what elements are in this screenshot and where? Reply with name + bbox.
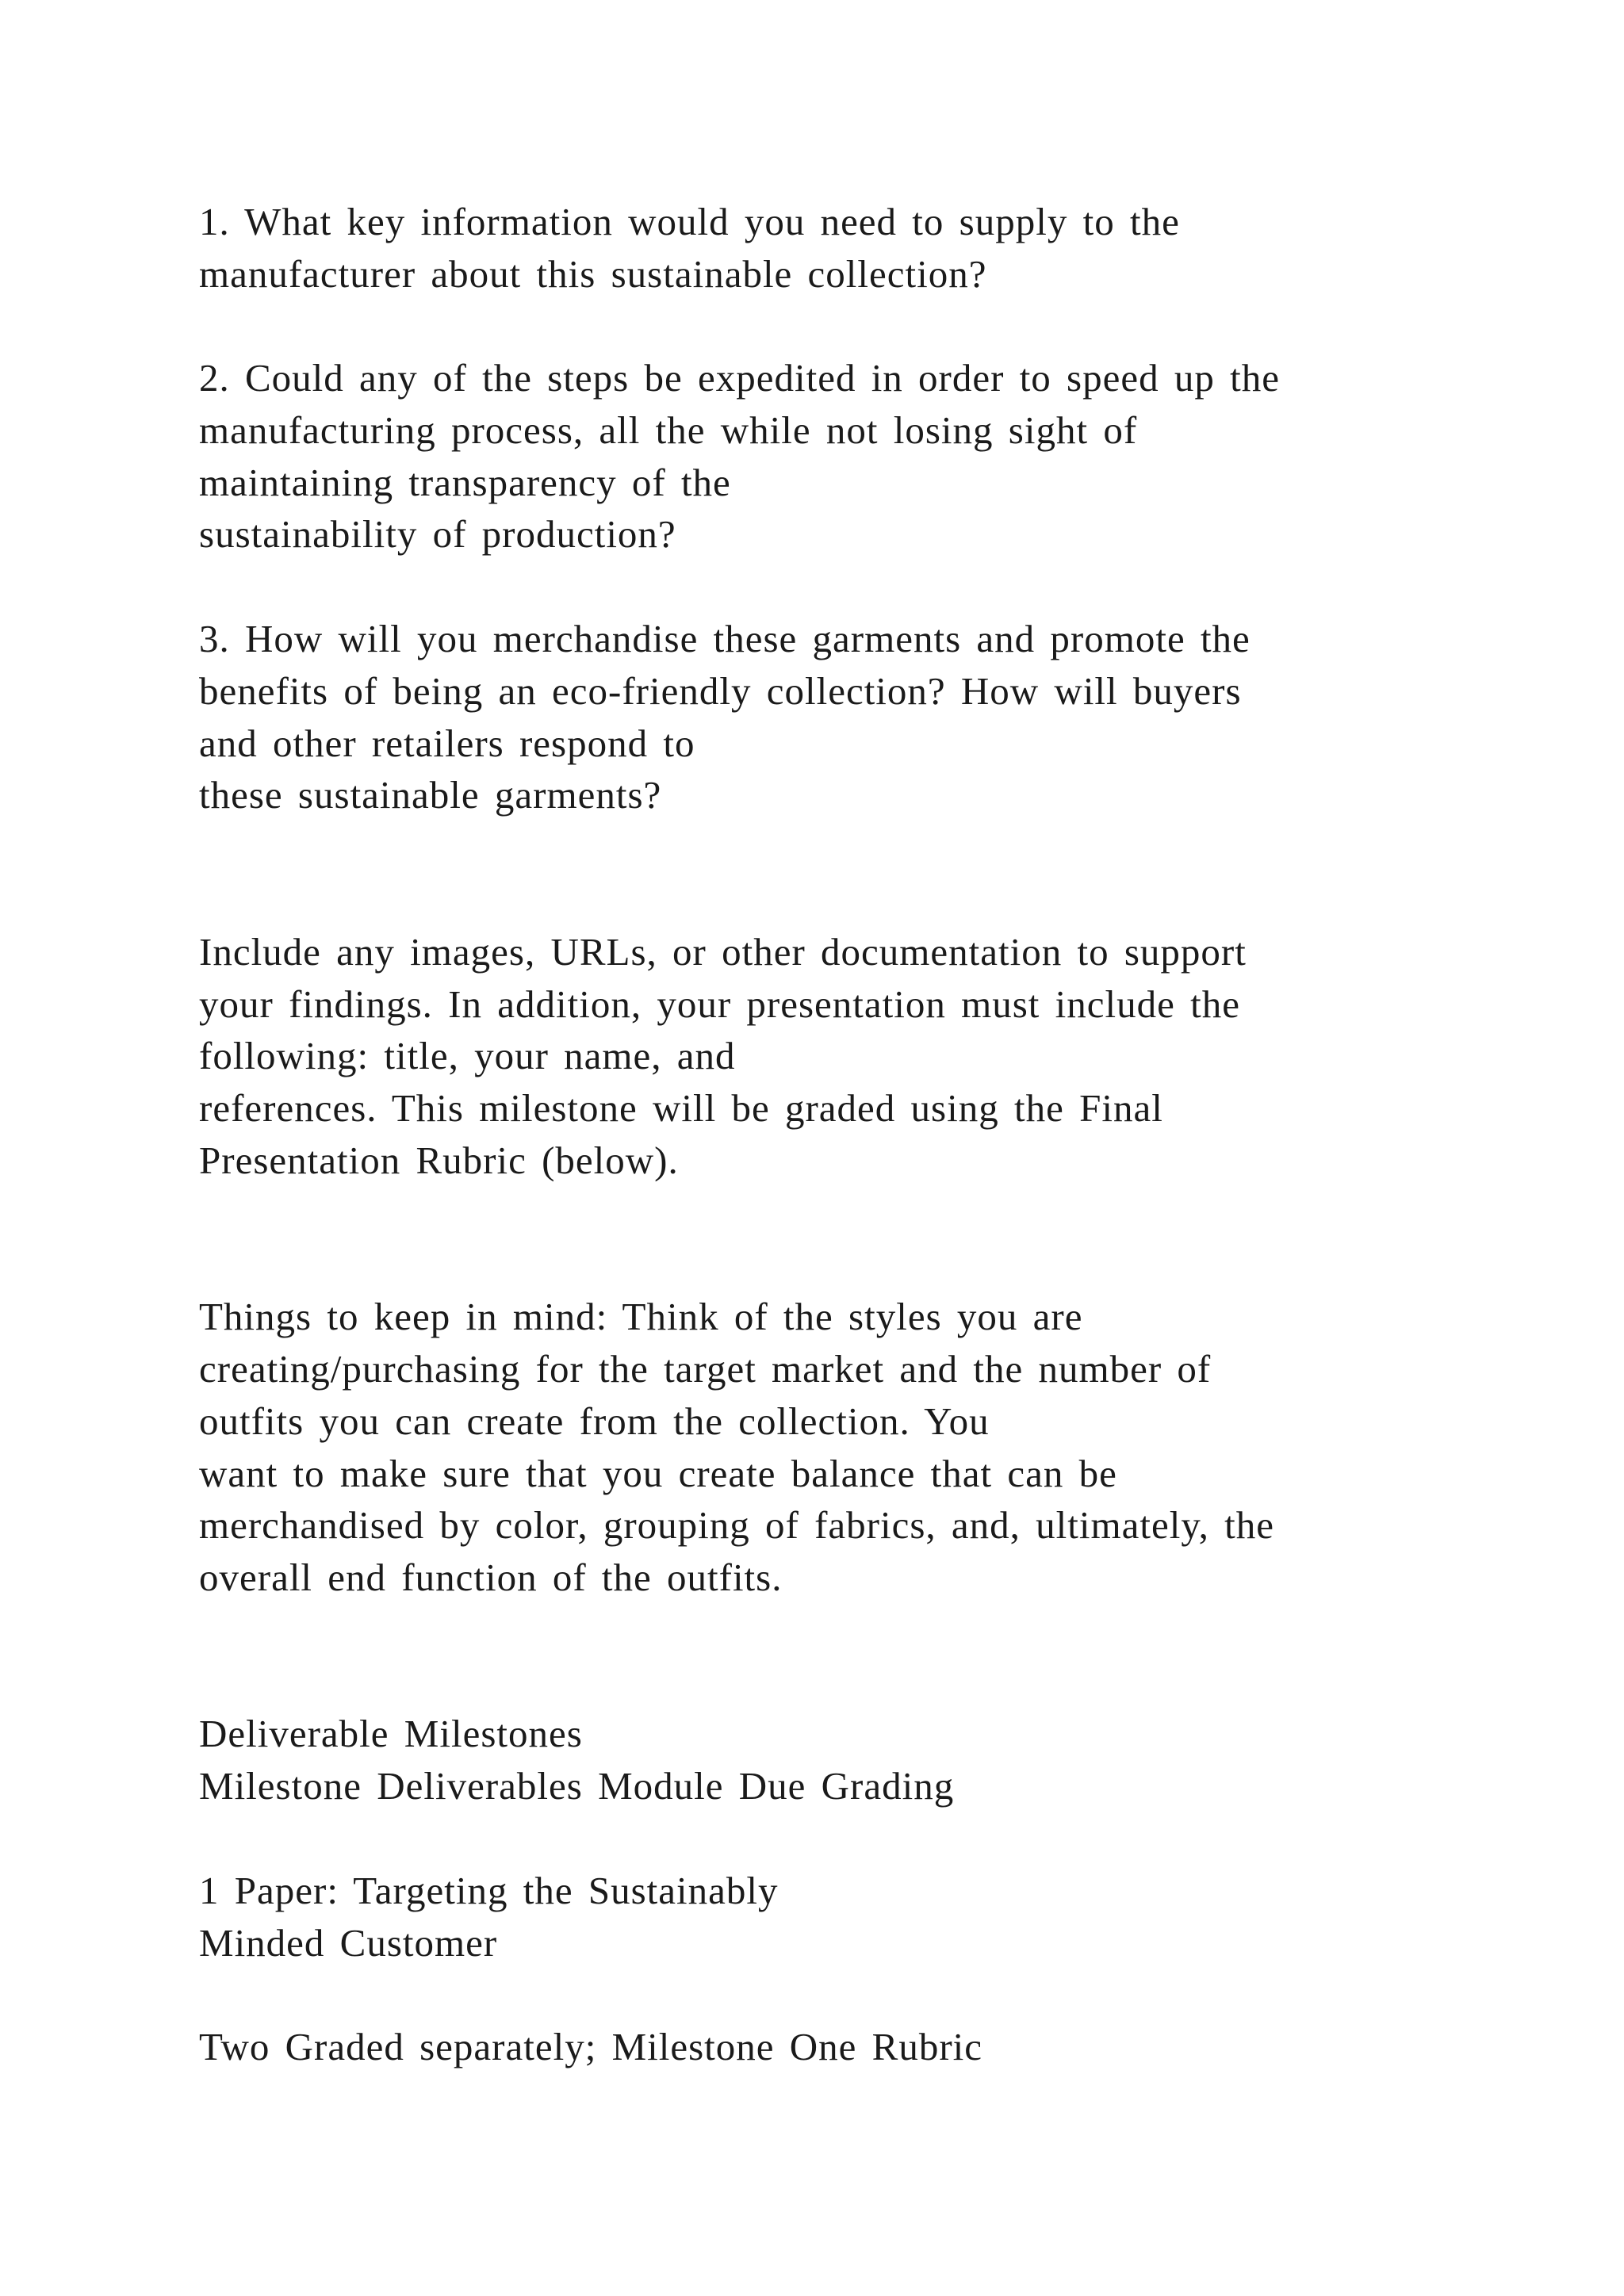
question-1-line-1: 1. What key information would you need to supply to the — [199, 200, 1180, 243]
question-3-line-4: these sustainable garments? — [199, 773, 662, 817]
milestone-row-1-line-1: 1 Paper: Targeting the Sustainably — [199, 1869, 779, 1912]
milestone-row-1-line-2: Minded Customer — [199, 1921, 498, 1965]
instructions-line-4: references. This milestone will be graded using the Final — [199, 1086, 1163, 1130]
instructions-line-1: Include any images, URLs, or other documentation to support — [199, 930, 1247, 974]
question-2-line-1: 2. Could any of the steps be expedited in order to speed up the — [199, 356, 1280, 400]
instructions-line-3: following: title, your name, and — [199, 1034, 736, 1077]
question-3-line-2: benefits of being an eco-friendly collection? How will buyers — [199, 669, 1242, 713]
instructions-line-5: Presentation Rubric (below). — [199, 1138, 679, 1182]
reminder-line-5: merchandised by color, grouping of fabrics, and, ultimately, the — [199, 1503, 1274, 1547]
instructions-line-2: your findings. In addition, your presentation must include the — [199, 982, 1241, 1026]
question-3-line-3: and other retailers respond to — [199, 721, 695, 765]
question-1-line-2: manufacturer about this sustainable collection? — [199, 252, 987, 296]
milestones-heading: Deliverable Milestones — [199, 1712, 583, 1755]
question-2-line-4: sustainability of production? — [199, 512, 676, 556]
question-2-line-3: maintaining transparency of the — [199, 461, 731, 504]
reminder-line-3: outfits you can create from the collection. You — [199, 1399, 990, 1443]
milestones-column-headers: Milestone Deliverables Module Due Grading — [199, 1764, 955, 1808]
reminder-line-1: Things to keep in mind: Think of the styles you are — [199, 1295, 1083, 1338]
reminder-line-6: overall end function of the outfits. — [199, 1556, 783, 1599]
reminder-line-2: creating/purchasing for the target market and the number of — [199, 1347, 1212, 1391]
milestone-row-2: Two Graded separately; Milestone One Rubric — [199, 2025, 983, 2068]
reminder-line-4: want to make sure that you create balance that can be — [199, 1452, 1117, 1495]
question-2-line-2: manufacturing process, all the while not losing sight of — [199, 408, 1138, 452]
question-3-line-1: 3. How will you merchandise these garments and promote the — [199, 617, 1251, 660]
